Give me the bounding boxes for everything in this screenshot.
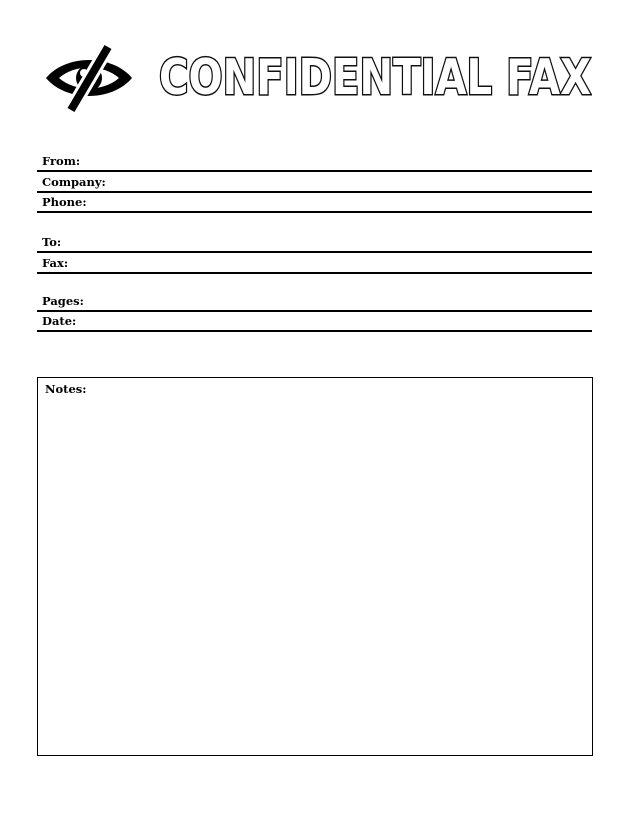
fax-label: Fax: <box>42 256 69 270</box>
company-field[interactable] <box>37 173 592 193</box>
fax-header <box>42 44 592 114</box>
company-label: Company: <box>42 175 106 189</box>
from-label: From: <box>42 154 81 168</box>
phone-label: Phone: <box>42 195 87 209</box>
notes-area[interactable] <box>37 377 593 756</box>
to-label: To: <box>42 235 62 249</box>
from-field[interactable] <box>37 152 592 172</box>
phone-field[interactable] <box>37 193 592 213</box>
to-field[interactable] <box>37 233 592 253</box>
page-title: CONFIDENTIAL FAX <box>159 49 592 106</box>
notes-label: Notes: <box>45 382 87 396</box>
fax-number-field[interactable] <box>37 254 592 274</box>
date-label: Date: <box>42 314 77 328</box>
pages-label: Pages: <box>42 294 84 308</box>
eye-slash-icon <box>42 44 136 114</box>
pages-field[interactable] <box>37 292 592 312</box>
date-field[interactable] <box>37 312 592 332</box>
